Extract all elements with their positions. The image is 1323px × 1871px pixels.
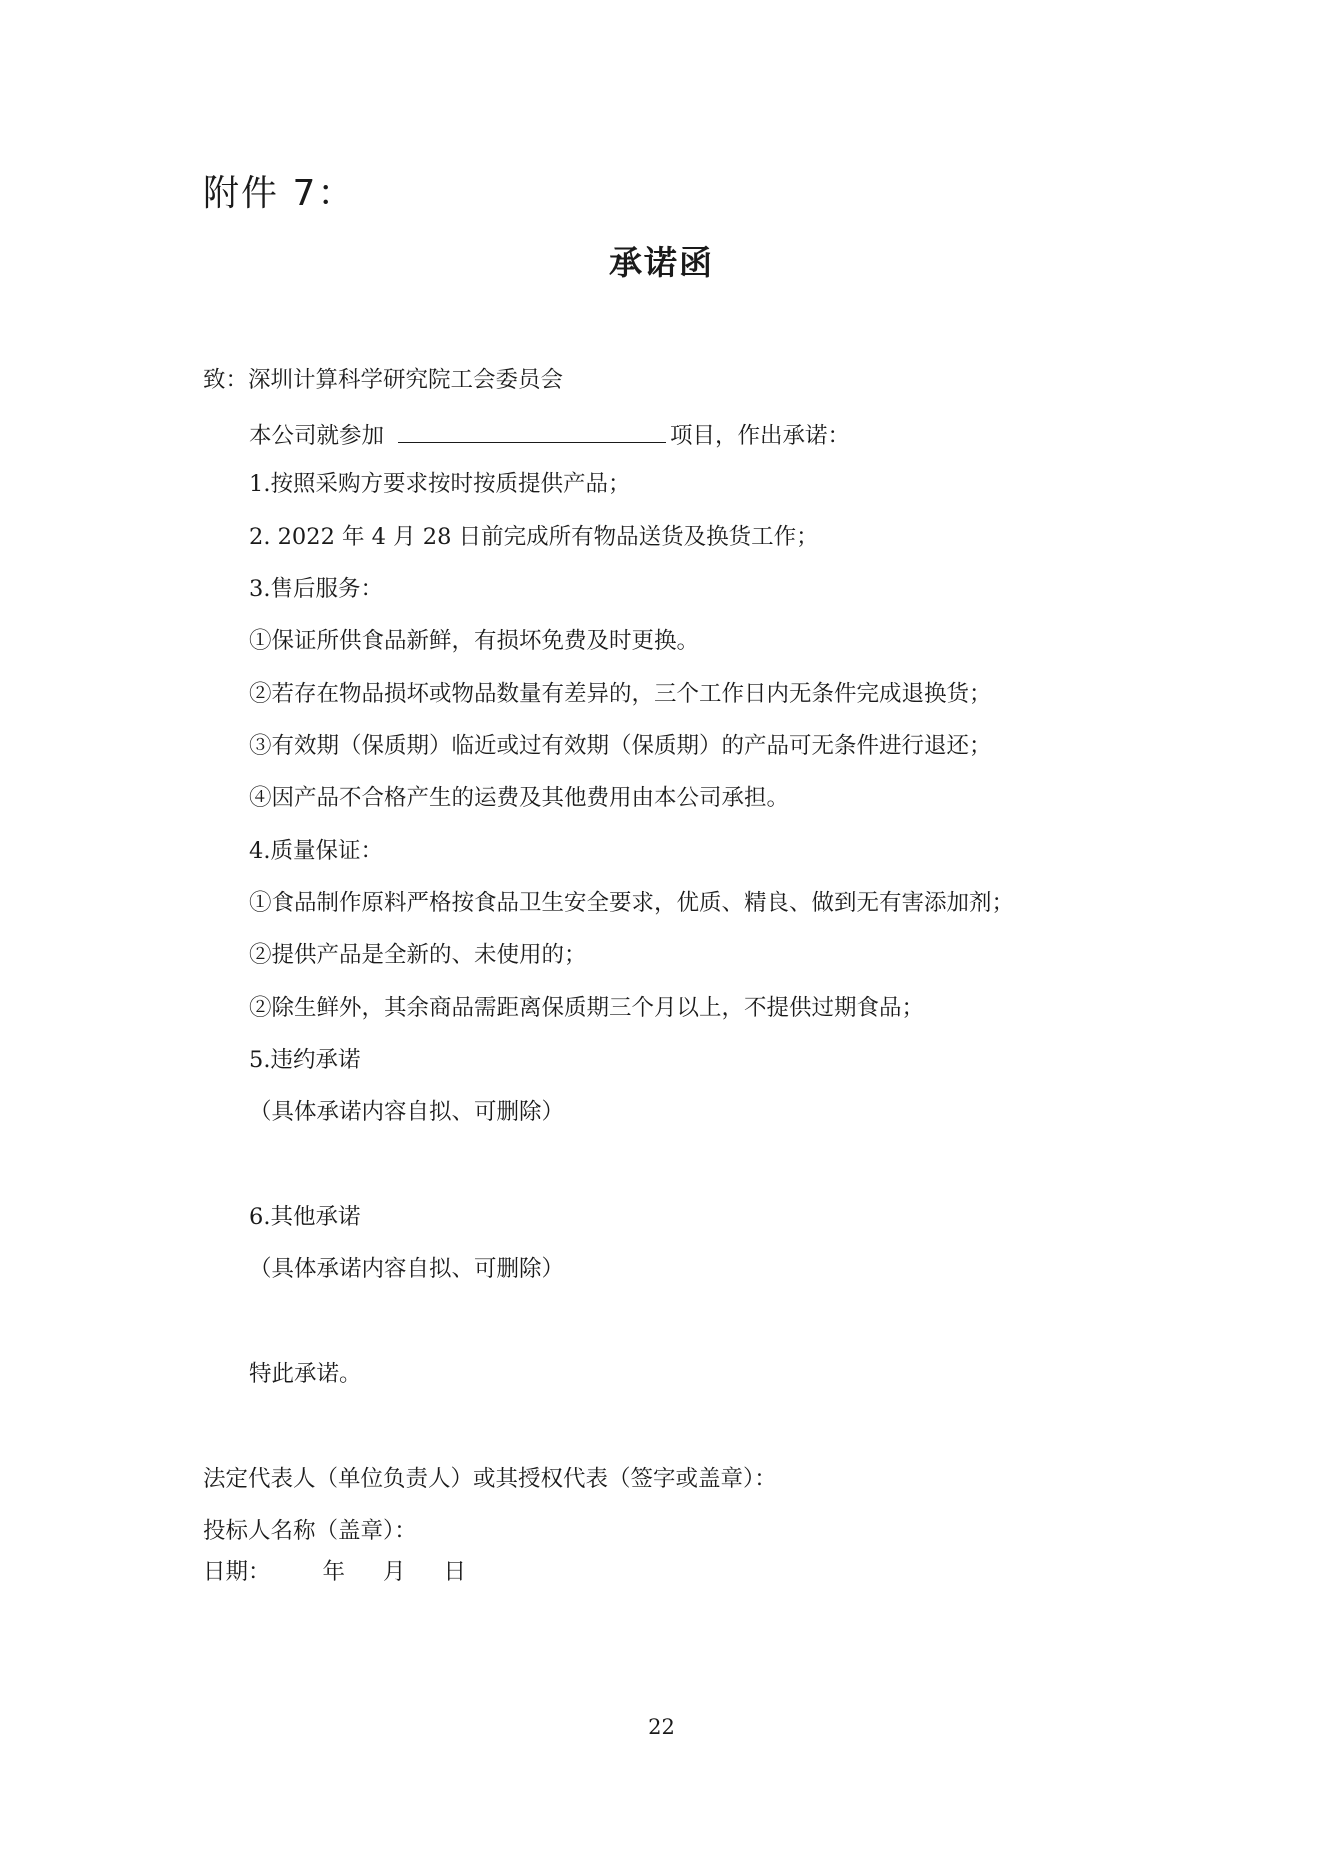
date-day: 日 xyxy=(443,1559,467,1585)
item-3-sub-2: ②若存在物品损坏或物品数量有差异的，三个工作日内无条件完成退换货； xyxy=(249,681,992,707)
page-number: 22 xyxy=(648,1715,675,1739)
intro-text-before: 本公司就参加 xyxy=(249,423,385,449)
item-3-sub-4: ④因产品不合格产生的运费及其他费用由本公司承担。 xyxy=(249,785,790,811)
intro-text-after: 项目，作出承诺： xyxy=(670,423,851,449)
item-3-heading: 3.售后服务： xyxy=(249,576,383,602)
item-4-sub-3: ②除生鲜外，其余商品需距离保质期三个月以上，不提供过期食品； xyxy=(249,995,925,1021)
item-5-note: （具体承诺内容自拟、可删除） xyxy=(249,1099,565,1125)
document-title: 承诺函 xyxy=(609,243,714,282)
bidder-name-line: 投标人名称（盖章）： xyxy=(203,1518,417,1544)
item-4-sub-1: ①食品制作原料严格按食品卫生安全要求，优质、精良、做到无有害添加剂； xyxy=(249,890,1015,916)
intro-line xyxy=(249,416,850,452)
item-2: 2. 2022 年 4 月 28 日前完成所有物品送货及换货工作； xyxy=(249,524,819,550)
annex-label: 附件 7： xyxy=(203,173,356,214)
item-5-heading: 5.违约承诺 xyxy=(249,1047,361,1073)
project-name-blank xyxy=(398,416,666,443)
item-4-heading: 4.质量保证： xyxy=(249,838,383,864)
addressee-line: 致：深圳计算科学研究院工会委员会 xyxy=(203,367,564,393)
date-label: 日期： xyxy=(203,1559,271,1585)
date-line xyxy=(203,1556,466,1588)
legal-rep-signature-line: 法定代表人（单位负责人）或其授权代表（签字或盖章）： xyxy=(203,1466,777,1492)
item-6-heading: 6.其他承诺 xyxy=(249,1204,361,1230)
item-1: 1.按照采购方要求按时按质提供产品； xyxy=(249,471,631,497)
date-year: 年 xyxy=(322,1559,346,1585)
item-3-sub-3: ③有效期（保质期）临近或过有效期（保质期）的产品可无条件进行退还； xyxy=(249,733,992,759)
date-month: 月 xyxy=(383,1559,406,1585)
item-4-sub-2: ②提供产品是全新的、未使用的； xyxy=(249,942,587,968)
item-3-sub-1: ①保证所供食品新鲜，有损坏免费及时更换。 xyxy=(249,628,700,654)
item-6-note: （具体承诺内容自拟、可删除） xyxy=(249,1256,565,1282)
closing-line: 特此承诺。 xyxy=(249,1361,362,1387)
